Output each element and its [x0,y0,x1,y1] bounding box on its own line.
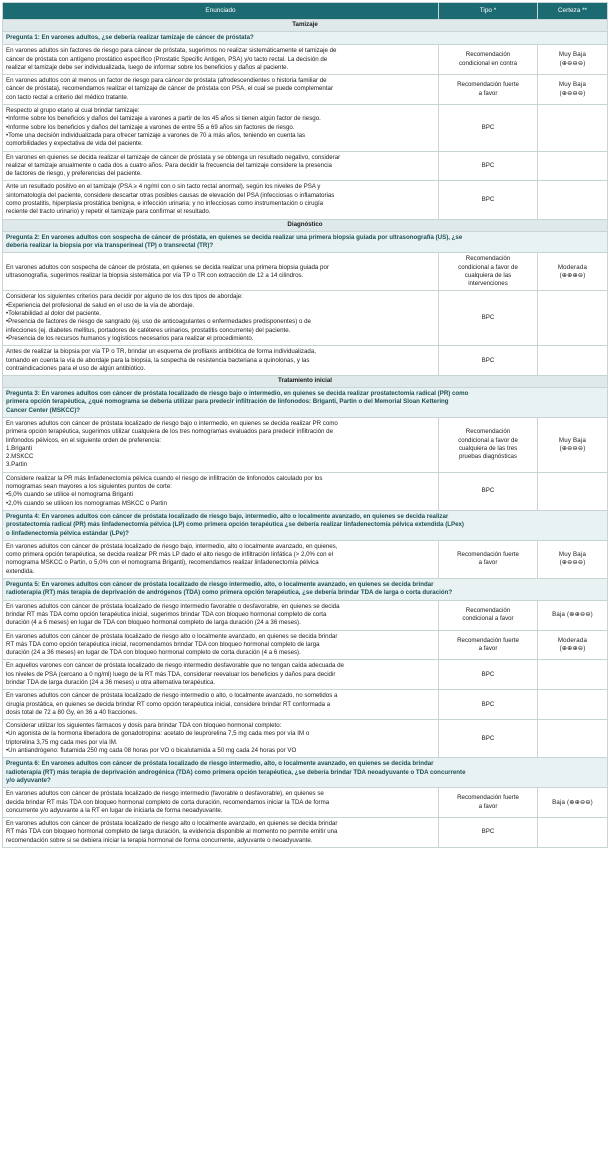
recommendation-row [3,818,608,848]
type-line: Recomendación [465,255,511,263]
certainty-rating [538,75,608,105]
type-line: Recomendación fuerte [457,636,519,644]
type-line: Recomendación [465,606,511,614]
type-line: a favor [478,644,498,652]
recommendation-text [3,105,439,151]
recommendation-type [439,540,538,578]
type-line: condicional a favor [462,615,514,623]
recommendation-line: •2,0% cuando se utilicen los nomogramas MSKCC o Partin [6,499,167,507]
recommendation-line: Considerar utilizar los siguientes fármacos y dosis para brindar TDA con bloqueo hormonal completo: [6,722,282,730]
recommendation-type [439,600,538,630]
question-line: Pregunta 1: En varones adultos, ¿se debería realizar tamizaje de cáncer de próstata? [6,34,254,41]
recommendations-table [2,2,608,848]
section-header-row [3,376,608,388]
recommendation-type [439,105,538,151]
recommendation-line: •Un antiandrógeno: flutamida 250 mg cada 08 horas por VO o bicalutamida a 50 mg cada 24 horas por VO [6,747,297,755]
certainty-line: Muy Baja [558,51,587,59]
recommendation-type [439,660,538,690]
recommendation-type [439,818,538,848]
recommendation-line: 1.Briganti [6,444,32,452]
recommendation-line: •Presencia de los recursos humanos y logísticos necesarios para realizar el procedimiento. [6,334,254,342]
recommendation-text [3,151,439,181]
recommendation-line: nomograma MSKCC o Partin, o 5,0% con el nomograma Briganti), recomendamos realizar linfadenectomía pélvica [6,559,319,567]
recommendation-line: tomando en cuenta la vía de abordaje para la biopsia, la sospecha de resistencia bacteriana a quinolonas, y las [6,356,310,364]
recommendation-text [3,630,439,660]
question-row [3,388,608,418]
recommendation-line: En varones adultos con cáncer de próstata localizado de riesgo bajo, intermedio, alto o localmente avanzado, en quienes, [6,542,338,550]
recommendation-line: reciente del tracto urinario) y repetir el tamizaje para confirmar el resultado. [6,208,211,216]
recommendation-row [3,630,608,660]
question-line: radioterapia (RT) más terapia de deprivación de andrógenos (TDA) como primera opción terapéutica, ¿se debería brindar TDA de larga o corta duración? [6,589,453,597]
recommendation-type [439,417,538,472]
certainty-rating [538,720,608,758]
recommendation-line: En varones adultos con cáncer de próstata localizado de riesgo intermedio o alto, o localmente avanzado, no sometidos a [6,692,338,700]
recommendation-text [3,818,439,848]
recommendation-line: En varones adultos con cáncer de próstata localizado de riesgo alto o localmente avanzado, en quienes se decida brindar [6,820,338,828]
recommendation-text [3,45,439,75]
question-line: Pregunta 3: En varones adultos con cáncer de próstata localizado de riesgo bajo o intermedio, en quienes se decida realizar prostatectomía radical (PR) como [6,390,469,398]
type-line: BPC [481,161,495,169]
certainty-rating [538,472,608,510]
recommendation-text [3,600,439,630]
type-line: BPC [481,487,495,495]
recommendation-line: decida brindar RT más TDA con bloqueo hormonal completo de corta duración, recomendamos iniciar la TDA de forma [6,798,330,806]
certainty-rating [538,600,608,630]
recommendation-text [3,720,439,758]
question-line: prostatectomía radical (PR) más linfadenectomía pélvica (LP) como primera opción terapéutica ¿se debería realizar linfadenectomía pélvica extendida (LPex) [6,521,464,529]
recommendation-row [3,540,608,578]
certainty-rating [538,788,608,818]
recommendation-row [3,600,608,630]
recommendation-line: RT más TDA como opción terapéutica inicial, recomendamos brindar TDA con bloqueo hormonal completo de larga [6,640,320,648]
recommendation-line: primera opción terapéutica, sugerimos utilizar cualquiera de los tres nomogramas evaluados para predecir infiltración de [6,428,333,436]
certainty-rating [538,417,608,472]
question-row [3,758,608,788]
header-enunciado: Enunciado [3,3,439,20]
recommendation-line: cáncer de próstata con antígeno prostático específico (Prostatic Specific Antigen, PSA) y/o tacto rectal. La decisión de [6,55,328,63]
recommendation-line: 3.Partin [6,461,28,469]
certainty-line: (⊕⊖⊖⊖) [559,559,586,567]
recommendation-line: linfonodos pélvicos, en el siguiente orden de preferencia: [6,436,161,444]
certainty-rating [538,660,608,690]
recommendation-type [439,690,538,720]
recommendation-text [3,540,439,578]
recommendation-row [3,105,608,151]
type-line: Recomendación fuerte [457,794,519,802]
recommendation-line: contraindicaciones para el uso de algún antibiótico. [6,364,146,372]
certainty-line: Baja (⊕⊕⊖⊖) [552,798,593,806]
certainty-line: Moderada [557,263,588,271]
recommendation-line: Considerar los siguientes criterios para decidir por alguno de los dos tipos de abordaje: [6,293,243,301]
type-line: BPC [481,195,495,203]
type-line: condicional a favor de [458,263,518,271]
type-line: BPC [481,828,495,836]
recommendation-text [3,346,439,376]
question-line: Cancer Center (MSKCC)? [6,406,81,414]
recommendation-type [439,45,538,75]
recommendation-line: recomendación sobre si se debiera iniciar la terapia hormonal de forma concurrente, adyuvante o neoadyuvante. [6,836,313,844]
recommendation-line: cáncer de próstata), recomendamos realizar el tamizaje de cáncer de próstata con PSA, el cual se puede complementar [6,85,333,93]
recommendation-line: Considere realizar la PR más linfadenectomía pélvica cuando el riesgo de infiltración de linfonodos calculado por los [6,474,323,482]
question-line: Pregunta 2: En varones adultos con sospecha de cáncer de próstata, en quienes se decida realizar una primera biopsia guiada por ultrasonografía (US), ¿se [6,233,463,241]
section-header-row [3,20,608,32]
certainty-rating [538,105,608,151]
question-text [3,579,608,601]
recommendation-line: los niveles de PSA (cercano a 0 ng/ml) luego de la RT más TDA, considerar reevaluar los beneficios y daños para decidir [6,670,336,678]
recommendation-text [3,181,439,219]
recommendation-line: duración (4 a 6 meses) en lugar de TDA con bloqueo hormonal completo de larga duración (24 a 36 meses). [6,619,301,627]
recommendation-type [439,788,538,818]
recommendation-line: •Presencia de factores de riesgo de sangrado (ej. uso de anticoagulantes o enfermedades predisponentes) o de [6,318,311,326]
certainty-rating [538,253,608,291]
recommendation-type [439,253,538,291]
recommendation-line: En varones adultos con cáncer de próstata localizado de riesgo bajo o intermedio, en quienes se decida realizar PR como [6,419,338,427]
recommendation-line: ultrasonografía, sugerimos realizar la biopsia sistemática por vía TP o TR con extracción de 12 a 14 cilindros. [6,271,304,279]
recommendation-line: brindar RT más TDA como opción terapéutica inicial, sugerimos brindar TDA con bloqueo hormonal completo de corta [6,610,327,618]
type-line: cualquiera de las tres [458,444,518,452]
recommendation-type [439,151,538,181]
question-line: radioterapia (RT) más terapia de deprivación androgénica (TDA) como primera opción terapéutica, ¿se debería brindar TDA neoadyuvante o TDA concurrente [6,768,466,776]
type-line: BPC [481,356,495,364]
question-line: Pregunta 5: En varones adultos con cáncer de próstata localizado de riesgo intermedio, alto, o localmente avanzado, en quienes se decida brindar [6,581,434,589]
recommendation-line: Respecto al grupo etario al cual brindar tamizaje: [6,107,140,115]
question-line: Pregunta 4: En varones adultos con cáncer de próstata localizado de riesgo bajo, intermedio, alto o localmente avanzado, en quienes se decida realizar [6,512,449,520]
type-line: BPC [481,314,495,322]
recommendation-line: comorbilidades y expectativa de vida del paciente. [6,140,143,148]
question-row [3,231,608,253]
recommendation-line: En varones adultos con cáncer de próstata localizado de riesgo alto o localmente avanzado, en quienes se decida brindar [6,632,338,640]
certainty-line: (⊕⊖⊖⊖) [559,59,586,67]
section-title: Tamizaje [3,20,608,32]
section-title: Tratamiento inicial [3,376,608,388]
certainty-rating [538,630,608,660]
type-line: a favor [478,89,498,97]
type-line: intervenciones [468,280,508,288]
question-line: o linfadenectomía pélvica estándar (LPe)? [6,529,129,537]
question-row [3,579,608,601]
recommendation-line: RT más TDA con bloqueo hormonal completo de larga duración, la evidencia disponible al momento no permite emitir una [6,828,338,836]
certainty-line: (⊕⊕⊕⊖) [559,644,586,652]
certainty-line: Muy Baja [558,81,587,89]
question-row [3,510,608,540]
type-line: BPC [481,734,495,742]
recommendation-row [3,45,608,75]
type-line: BPC [481,670,495,678]
recommendation-line: como primera opción terapéutica, se decida realizar PR más LP dado el alto riesgo de infiltración linfática (> 2,0% con el [6,551,334,559]
certainty-line: Muy Baja [558,551,587,559]
recommendation-line: concurrente y/o adyuvante a la RT en lugar de iniciarla de forma neoadyuvante. [6,806,223,814]
recommendation-row [3,472,608,510]
recommendation-line: En varones adultos con al menos un factor de riesgo para cáncer de próstata (afrodescendientes o historia familiar de [6,77,327,85]
recommendation-text [3,417,439,472]
recommendation-line: dosis total de 72 a 80 Gy, en 36 a 40 fracciones. [6,708,138,716]
recommendation-text [3,472,439,510]
certainty-rating [538,181,608,219]
recommendation-row [3,291,608,346]
section-title: Diagnóstico [3,219,608,231]
certainty-line: (⊕⊕⊕⊖) [559,271,586,279]
certainty-line: Muy Baja [558,436,587,444]
recommendation-line: •Experiencia del profesional de salud en el uso de la vía de abordaje. [6,301,195,309]
recommendation-line: En varones adultos con cáncer de próstata localizado de riesgo intermedio favorable o desfavorable, en quienes se decida [6,602,340,610]
certainty-rating [538,690,608,720]
recommendation-type [439,75,538,105]
recommendation-row [3,690,608,720]
header-tipo: Tipo * [439,3,538,20]
recommendation-line: brindar TDA de larga duración (24 a 36 meses) u otra alternativa terapéutica. [6,679,216,686]
recommendation-line: triptorelina 3,75 mg cada mes por vía IM. [6,738,118,746]
recommendation-type [439,346,538,376]
recommendation-line: 2.MSKCC [6,453,34,461]
recommendation-line: •5,0% cuando se utilice el nomograma Briganti [6,491,134,499]
certainty-rating [538,818,608,848]
table-body [3,20,608,848]
recommendation-line: de factores de riesgo, y preferencias del paciente. [6,170,142,178]
question-line: debería realizar la biopsia por vía transperineal (TP) o transrectal (TR)? [6,241,214,249]
recommendation-text [3,291,439,346]
recommendation-line: En varones adultos sin factores de riesgo para cáncer de próstata, sugerimos no realizar sistemáticamente el tamizaje de [6,47,337,55]
recommendation-line: como prostatitis, hiperplasia prostática benigna, e infección urinaria; y no infecciosas como instrumentación o cirugía [6,200,324,208]
certainty-rating [538,151,608,181]
recommendation-type [439,291,538,346]
recommendation-line: realizar el tamizaje anualmente o cada dos a cuatro años. Para decidir la frecuencia del tamizaje considere la presencia [6,161,332,169]
recommendation-line: •Informe sobre los beneficios y daños del tamizaje a varones de entre 55 a 69 años sin factores de riesgo. [6,123,295,131]
question-text [3,388,608,418]
recommendation-line: Antes de realizar la biopsia por vía TP o TR, brindar un esquema de profilaxis antibiótica de forma individualizada, [6,348,316,356]
recommendation-text [3,75,439,105]
certainty-line: Moderada [557,636,588,644]
question-text [3,758,608,788]
recommendation-row [3,151,608,181]
certainty-rating [538,346,608,376]
certainty-line: (⊕⊖⊖⊖) [559,89,586,97]
table-header-row [3,3,608,20]
recommendation-line: cirugía prostática, en quienes se decida brindar RT como opción terapéutica inicial, considere brindar RT conformada a [6,700,331,708]
question-line: primera opción terapéutica, ¿qué nomograma se debería utilizar para predecir infiltración de linfonodos: Briganti, Partin o del Memorial Sloan Kettering [6,398,449,406]
recommendation-row [3,253,608,291]
type-line: condicional en contra [458,59,518,67]
certainty-rating [538,291,608,346]
recommendation-line: •Tolerabilidad al dolor del paciente. [6,310,102,318]
certainty-line: (⊕⊖⊖⊖) [559,444,586,452]
recommendation-line: con tacto rectal a criterio del médico tratante. [6,93,129,101]
recommendation-type [439,630,538,660]
recommendation-line: •Tome una decisión individualizada para ofrecer tamizaje a varones de 70 a más años, teniendo en cuenta las [6,131,306,139]
recommendation-type [439,472,538,510]
recommendation-line: En varones adultos con cáncer de próstata localizado de riesgo intermedio (favorable o desfavorable), en quienes se [6,790,324,798]
certainty-rating [538,45,608,75]
type-line: Recomendación fuerte [457,81,519,89]
recommendation-line: extendida. [6,567,35,575]
recommendation-line: En varones adultos con sospecha de cáncer de próstata, en quienes se decida realizar una primera biopsia guiada por [6,263,329,271]
question-text [3,231,608,253]
recommendation-row [3,75,608,105]
header-certeza: Certeza ** [538,3,608,20]
recommendation-line: En varones en quienes se decida realizar el tamizaje de cáncer de próstata y se obtenga un resultado negativo, considerar [6,153,341,161]
recommendation-row [3,788,608,818]
recommendation-line: duración (24 a 36 meses) en lugar de TDA con bloqueo hormonal completo de corta duración (4 a 6 meses). [6,649,301,657]
recommendation-row [3,181,608,219]
recommendation-type [439,720,538,758]
recommendation-line: nomogramas sean mayores a los siguientes puntos de corte: [6,483,172,491]
type-line: condicional a favor de [458,436,518,444]
certainty-rating [538,540,608,578]
recommendation-line: •Informe sobre los beneficios y daños del tamizaje a varones a partir de los 45 años si tienen algún factor de riesgo. [6,115,321,123]
recommendation-line: En aquellos varones con cáncer de próstata localizado de riesgo intermedio desfavorable que no tengan caída adecuada de [6,662,344,670]
certainty-line: Baja (⊕⊕⊖⊖) [552,610,593,618]
question-text [3,32,608,45]
type-line: cualquiera de las [464,271,512,279]
recommendation-line: •Un agonista de la hormona liberadora de gonadotropina: acetato de leuprorelina 7,5 mg cada mes por vía IM o [6,730,310,738]
recommendation-row [3,417,608,472]
recommendation-row [3,720,608,758]
type-line: Recomendación [465,51,511,59]
type-line: pruebas diagnósticas [458,453,518,461]
question-line: y/o adyuvante? [6,776,51,784]
recommendation-line: sintomatología del paciente, considere descartar otras posibles causas de elevación del PSA (infecciosas o inflamatorias [6,191,335,199]
type-line: Recomendación [465,428,511,436]
recommendation-line: Ante un resultado positivo en el tamizaje (PSA ≥ 4 ng/ml con o sin tacto rectal anormal), según los niveles de PSA y [6,183,321,191]
question-line: Pregunta 6: En varones adultos con cáncer de próstata localizado de riesgo intermedio, alto, o localmente avanzado, en quienes se decida brindar [6,760,434,768]
recommendation-line: realizar el tamizaje debe ser individualizada, luego de informar sobre los beneficios y daños al paciente. [6,63,289,71]
recommendation-type [439,181,538,219]
type-line: a favor [478,559,498,567]
recommendation-text [3,253,439,291]
type-line: Recomendación fuerte [457,551,519,559]
section-header-row [3,219,608,231]
question-row [3,32,608,45]
recommendation-text [3,660,439,690]
recommendation-text [3,690,439,720]
guideline-table-container [2,2,607,848]
recommendation-text [3,788,439,818]
recommendation-line: infecciones (ej. diabetes mellitus, portadores de catéteres urinarios, prostatitis concurrente) del paciente. [6,326,291,334]
recommendation-row [3,346,608,376]
type-line: BPC [481,123,495,131]
recommendation-row [3,660,608,690]
type-line: a favor [478,802,498,810]
type-line: BPC [481,700,495,708]
question-text [3,510,608,540]
